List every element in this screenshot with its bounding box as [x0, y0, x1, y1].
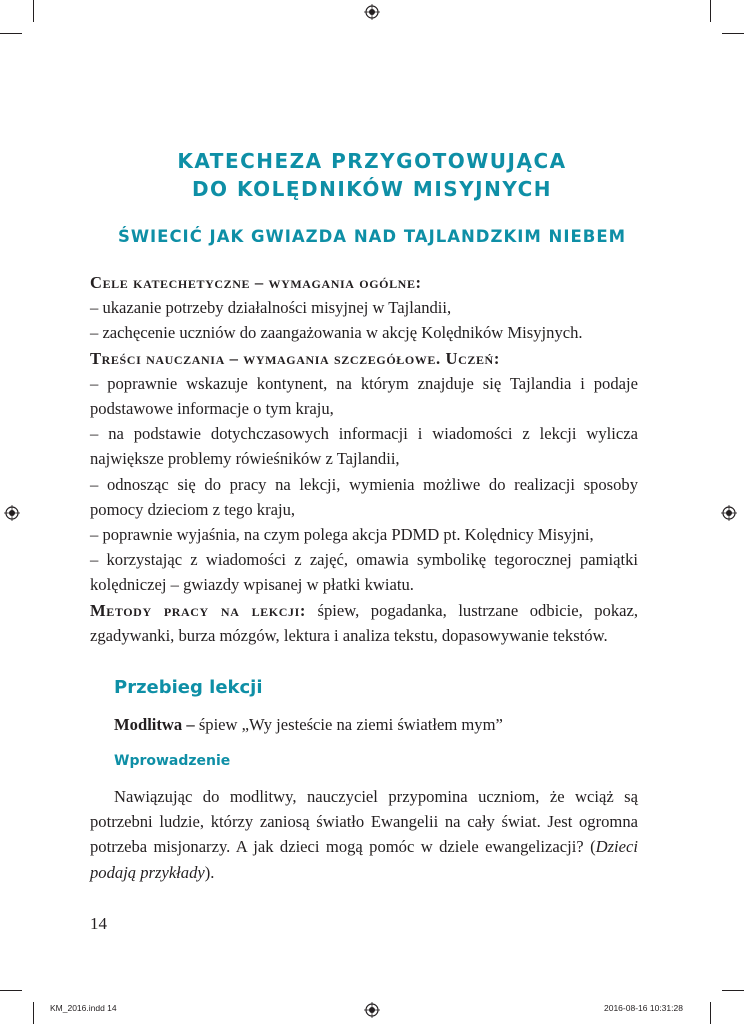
crop-mark — [710, 1002, 711, 1024]
page-title — [0, 147, 744, 203]
page-number: 14 — [90, 914, 107, 933]
registration-mark-icon — [364, 1002, 380, 1018]
list-item: – poprawnie wyjaśnia, na czym polega akcja PDMD pt. Kolędnicy Misyjni, — [90, 525, 594, 545]
crop-mark — [0, 33, 22, 34]
crop-mark — [0, 990, 22, 991]
slug-file: KM_2016.indd 14 — [50, 1003, 117, 1013]
crop-mark — [33, 0, 34, 22]
crop-mark — [33, 1002, 34, 1024]
tresci-heading: Treści nauczania – wymagania szczegółowe. Uczeń: — [90, 348, 500, 368]
modlitwa-line — [114, 715, 503, 735]
wprowadzenie-end: ). — [204, 862, 215, 882]
title-line-1: KATECHEZA PRZYGOTOWUJĄCA — [177, 149, 567, 173]
crop-mark — [722, 990, 744, 991]
metody-heading: Metody pracy na lekcji: — [90, 600, 306, 620]
metody-text: śpiew, pogadanka, lustrzane odbicie, pokaz, zgadywanki, burza mózgów, lektura i analiza tekstu, dopasowywanie tekstów. — [90, 600, 638, 645]
wprowadzenie-text: Nawiązując do modlitwy, nauczyciel przypomina uczniom, że wciąż są potrzebni ludzie, którzy zaniosą światło Ewangelii na cały świat. Jest ogromna potrzeba misjonarzy. A jak dzieci mogą pomóc w dziele ewangelizacji? ( — [90, 787, 638, 857]
crop-mark — [722, 33, 744, 34]
registration-mark-icon — [364, 4, 380, 20]
list-item: – zachęcenie uczniów do zaangażowania w akcję Kolędników Misyjnych. — [90, 323, 583, 343]
list-item: – ukazanie potrzeby działalności misyjnej w Tajlandii, — [90, 298, 452, 318]
list-item: – poprawnie wskazuje kontynent, na którym znajduje się Tajlandia i podaje podstawowe informacje o tym kraju, — [90, 373, 638, 419]
wprowadzenie-paragraph — [90, 784, 638, 885]
crop-mark — [710, 0, 711, 22]
lesson-goals — [90, 270, 638, 648]
registration-mark-icon — [721, 505, 737, 521]
registration-mark-icon — [4, 505, 20, 521]
subsection-heading: Wprowadzenie — [114, 753, 231, 769]
list-item: – odnosząc się do pracy na lekcji, wymienia możliwe do realizacji sposoby pomocy dzieciom z tego kraju, — [90, 474, 638, 519]
page-subtitle: ŚWIECIĆ JAK GWIAZDA NAD TAJLANDZKIM NIEBEM — [117, 227, 627, 246]
slug-date: 2016-08-16 10:31:28 — [604, 1003, 683, 1013]
modlitwa-text: śpiew „Wy jesteście na ziemi światłem mym” — [194, 715, 503, 734]
list-item: – na podstawie dotychczasowych informacji i wiadomości z lekcji wylicza największe problemy rówieśników z Tajlandii, — [90, 424, 638, 469]
wprowadzenie-italic: Dzieci podają przykłady — [90, 837, 638, 882]
cele-heading: Cele katechetyczne – wymagania ogólne: — [90, 273, 422, 292]
list-item: – korzystając z wiadomości z zajęć, omawia symbolikę tegorocznej pamiątki kolędniczej – gwiazdy wpisanej w płatki kwiatu. — [90, 550, 638, 595]
metody-paragraph — [90, 598, 638, 648]
section-heading: Przebieg lekcji — [114, 677, 263, 698]
title-line-2: DO KOLĘDNIKÓW MISYJNYCH — [191, 177, 553, 201]
modlitwa-label: Modlitwa – — [114, 715, 195, 734]
